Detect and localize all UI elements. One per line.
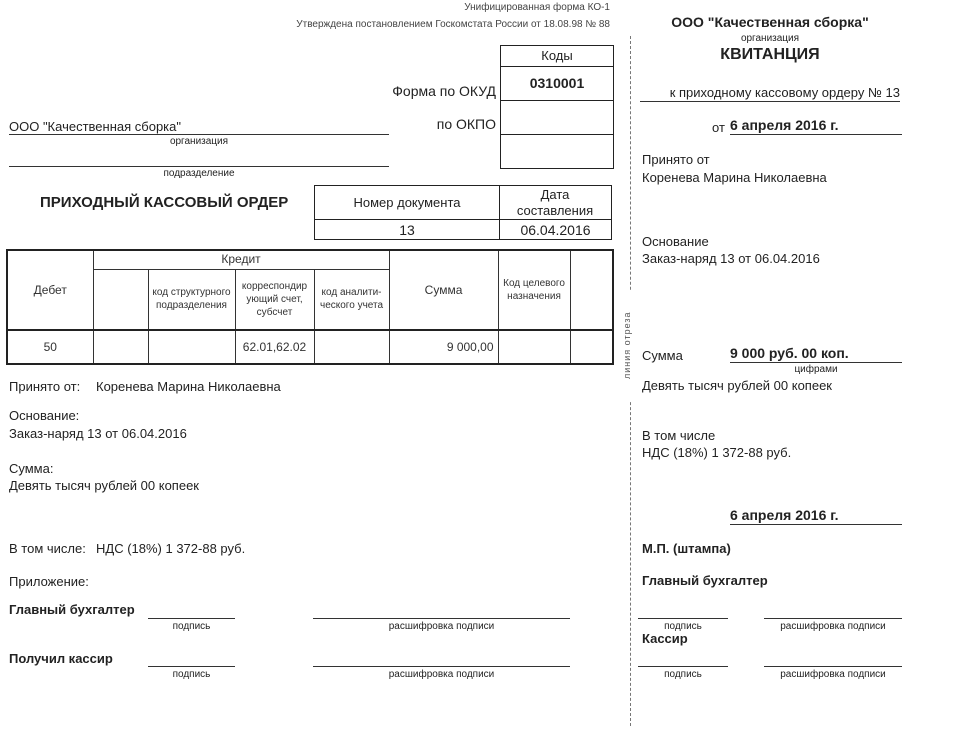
cashier-decode-line [313, 666, 570, 667]
receipt-incl-label: В том числе [642, 428, 716, 443]
receipt-sum-value: 9 000 руб. 00 коп. [730, 345, 902, 363]
sum-header: Сумма [389, 250, 498, 330]
receipt-date: 6 апреля 2016 г. [730, 117, 902, 135]
receipt-org-name: ООО "Качественная сборка" [671, 14, 869, 30]
basis-value: Заказ-наряд 13 от 06.04.2016 [9, 426, 187, 441]
date-value: 06.04.2016 [520, 222, 591, 238]
empty-header [570, 250, 613, 330]
chief-decode-caption: расшифровка подписи [388, 621, 495, 632]
analytic-code-header: код аналити- ческого учета [314, 269, 389, 330]
receipt-cashier-decode-caption: расшифровка подписи [780, 669, 886, 680]
receipt-chief-label: Главный бухгалтер [642, 573, 768, 588]
dept-caption: подразделение [163, 168, 235, 179]
sum-value: 9 000,00 [389, 330, 498, 364]
receipt-digits-caption: цифрами [794, 364, 838, 375]
receipt-basis-label: Основание [642, 234, 709, 249]
cut-line-label: линия отреза [622, 290, 638, 400]
approval-text: Утверждена постановлением Госкомстата России от 18.08.98 № 88 [296, 19, 610, 30]
credit-blank-header [93, 269, 148, 330]
receipt-title: КВИТАНЦИЯ [720, 46, 820, 63]
receipt-cashier-sign-line [638, 666, 728, 667]
receipt-to-order: к приходному кассовому ордеру № 13 [640, 85, 900, 102]
receipt-chief-sign-caption: подпись [664, 621, 702, 632]
corr-account-value: 62.01,62.02 [235, 330, 314, 364]
receipt-chief-decode-caption: расшифровка подписи [780, 621, 886, 632]
doc-num-header: Номер документа [353, 195, 461, 210]
receipt-cashier-decode-line [764, 666, 902, 667]
receipt-date2: 6 апреля 2016 г. [730, 507, 902, 525]
receipt-date-prefix: от [712, 120, 725, 135]
received-value: Коренева Марина Николаевна [96, 379, 281, 394]
order-title: ПРИХОДНЫЙ КАССОВЫЙ ОРДЕР [40, 194, 289, 211]
codes-box [500, 45, 614, 169]
org-name: ООО "Качественная сборка" [9, 119, 389, 135]
cashier-decode-caption: расшифровка подписи [388, 669, 495, 680]
basis-label: Основание: [9, 408, 80, 423]
attach-label: Приложение: [9, 574, 89, 589]
receipt-cashier-sign-caption: подпись [664, 669, 702, 680]
corr-account-header: корреспондир ующий счет, субсчет [235, 269, 314, 330]
okud-label: Форма по ОКУД [392, 83, 496, 99]
struct-code-header: код структурного подразделения [148, 269, 235, 330]
form-name: Унифицированная форма КО-1 [464, 2, 610, 13]
cashier-label: Получил кассир [9, 651, 113, 666]
incl-label: В том числе: [9, 541, 86, 556]
receipt-stamp: М.П. (штампа) [642, 541, 731, 556]
codes-title: Коды [541, 48, 573, 63]
sum-words: Девять тысяч рублей 00 копеек [9, 478, 199, 493]
cashier-sign-caption: подпись [172, 669, 211, 680]
debit-value: 50 [7, 330, 93, 364]
receipt-incl-value: НДС (18%) 1 372-88 руб. [642, 445, 792, 460]
receipt-sum-words: Девять тысяч рублей 00 копеек [642, 378, 832, 393]
chief-sign-line [148, 618, 235, 619]
dept-line [9, 166, 389, 167]
debit-header: Дебет [7, 250, 93, 330]
receipt-org-caption: организация [740, 33, 800, 44]
chief-sign-caption: подпись [172, 621, 211, 632]
receipt-sum-label: Сумма [642, 348, 683, 363]
receipt-cashier-label: Кассир [642, 631, 688, 646]
receipt-received-value: Коренева Марина Николаевна [642, 170, 827, 185]
chief-label: Главный бухгалтер [9, 602, 135, 617]
okud-value: 0310001 [529, 75, 585, 91]
chief-decode-line [313, 618, 570, 619]
incl-value: НДС (18%) 1 372-88 руб. [96, 541, 246, 556]
date-header: Дата составления [516, 187, 594, 218]
received-label: Принято от: [9, 379, 81, 394]
sum-label: Сумма: [9, 461, 54, 476]
target-code-header: Код целевого назначения [498, 250, 570, 330]
receipt-received-label: Принято от [642, 152, 710, 167]
credit-header: Кредит [93, 250, 389, 269]
okpo-label: по ОКПО [436, 116, 496, 132]
cashier-sign-line [148, 666, 235, 667]
org-caption: организация [169, 136, 229, 147]
receipt-chief-decode-line [764, 618, 902, 619]
receipt-basis-value: Заказ-наряд 13 от 06.04.2016 [642, 251, 820, 266]
receipt-chief-sign-line [638, 618, 728, 619]
doc-num-value: 13 [399, 222, 415, 238]
accounting-table [6, 249, 614, 365]
